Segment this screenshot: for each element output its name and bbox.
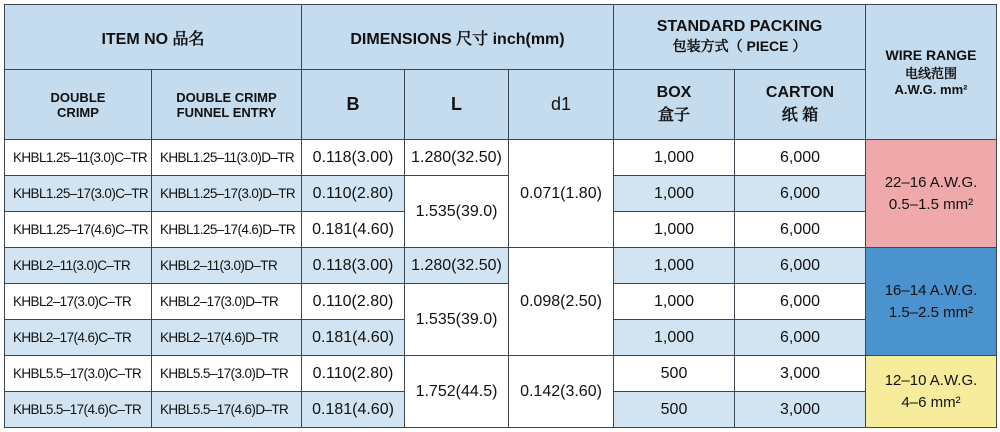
d1-cell: 0.142(3.60): [509, 356, 614, 428]
wire-range-awg: 22–16 A.W.G.: [884, 173, 978, 191]
box-cell: 1,000: [614, 284, 735, 320]
table-row: [5, 284, 997, 320]
wire-range-line3: A.W.G. mm²: [894, 82, 968, 97]
b-cell: 0.181(4.60): [302, 392, 405, 428]
box-cell: 1,000: [614, 140, 735, 176]
item-no-header: ITEM NO 品名: [5, 5, 302, 70]
wire-range-mm2: 0.5–1.5 mm²: [888, 195, 974, 213]
d1-header: d1: [509, 70, 614, 140]
box-line2: 盒子: [657, 107, 690, 124]
table-row: [5, 356, 997, 392]
wire-range-line1: WIRE RANGE: [885, 47, 977, 63]
funnel-entry-cell: KHBL5.5–17(4.6)D–TR: [152, 392, 302, 428]
b-cell: 0.181(4.60): [302, 212, 405, 248]
funnel-entry-cell: KHBL2–17(4.6)D–TR: [152, 320, 302, 356]
carton-cell: 6,000: [735, 320, 866, 356]
double-crimp-line1: DOUBLE: [50, 89, 106, 105]
l-cell: 1.280(32.50): [405, 248, 509, 284]
b-cell: 0.110(2.80): [302, 284, 405, 320]
b-cell: 0.118(3.00): [302, 248, 405, 284]
box-line1: BOX: [656, 84, 692, 101]
double-crimp-cell: KHBL1.25–17(4.6)C–TR: [5, 212, 152, 248]
box-cell: 500: [614, 392, 735, 428]
funnel-entry-cell: KHBL2–17(3.0)D–TR: [152, 284, 302, 320]
funnel-entry-cell: KHBL1.25–17(4.6)D–TR: [152, 212, 302, 248]
funnel-entry-cell: KHBL1.25–17(3.0)D–TR: [152, 176, 302, 212]
wire-range-mm2: 1.5–2.5 mm²: [888, 303, 974, 321]
funnel-entry-cell: KHBL1.25–11(3.0)D–TR: [152, 140, 302, 176]
carton-line1: CARTON: [765, 84, 835, 101]
d1-cell: 0.098(2.50): [509, 248, 614, 356]
carton-cell: 6,000: [735, 212, 866, 248]
carton-header: [735, 70, 866, 140]
double-crimp-cell: KHBL2–17(3.0)C–TR: [5, 284, 152, 320]
l-cell: 1.280(32.50): [405, 140, 509, 176]
double-crimp-cell: KHBL2–17(4.6)C–TR: [5, 320, 152, 356]
wire-range-awg: 16–14 A.W.G.: [884, 281, 978, 299]
double-crimp-cell: KHBL2–11(3.0)C–TR: [5, 248, 152, 284]
box-cell: 1,000: [614, 212, 735, 248]
spec-table: [4, 4, 997, 428]
carton-cell: 6,000: [735, 176, 866, 212]
wire-range-awg: 12–10 A.W.G.: [884, 371, 978, 389]
packing-header-line2: 包装方式（ PIECE ）: [672, 38, 807, 54]
funnel-entry-line2: FUNNEL ENTRY: [176, 104, 277, 120]
l-cell: 1.535(39.0): [405, 284, 509, 356]
packing-header-line1: STANDARD PACKING: [656, 18, 823, 35]
wire-range-cell: [866, 248, 997, 356]
wire-range-cell: [866, 356, 997, 428]
l-cell: 1.752(44.5): [405, 356, 509, 428]
table-row: [5, 140, 997, 176]
funnel-entry-cell: KHBL5.5–17(3.0)D–TR: [152, 356, 302, 392]
wire-range-cell: [866, 140, 997, 248]
box-cell: 1,000: [614, 320, 735, 356]
carton-cell: 3,000: [735, 356, 866, 392]
l-header: L: [405, 70, 509, 140]
dimensions-header: DIMENSIONS 尺寸 inch(mm): [302, 5, 614, 70]
wire-range-header: [866, 5, 997, 140]
carton-line2: 纸 箱: [781, 107, 819, 124]
box-header: [614, 70, 735, 140]
double-crimp-cell: KHBL5.5–17(4.6)C–TR: [5, 392, 152, 428]
b-header: B: [302, 70, 405, 140]
carton-cell: 6,000: [735, 140, 866, 176]
table-row: [5, 176, 997, 212]
carton-cell: 3,000: [735, 392, 866, 428]
wire-range-line2: 电线范围: [904, 66, 957, 81]
box-cell: 1,000: [614, 248, 735, 284]
double-crimp-cell: KHBL1.25–17(3.0)C–TR: [5, 176, 152, 212]
double-crimp-line2: CRIMP: [57, 104, 99, 120]
funnel-entry-header: [152, 70, 302, 140]
double-crimp-cell: KHBL5.5–17(3.0)C–TR: [5, 356, 152, 392]
funnel-entry-line1: DOUBLE CRIMP: [176, 89, 277, 105]
b-cell: 0.181(4.60): [302, 320, 405, 356]
table-row: [5, 248, 997, 284]
box-cell: 500: [614, 356, 735, 392]
b-cell: 0.110(2.80): [302, 356, 405, 392]
b-cell: 0.118(3.00): [302, 140, 405, 176]
carton-cell: 6,000: [735, 284, 866, 320]
double-crimp-cell: KHBL1.25–11(3.0)C–TR: [5, 140, 152, 176]
l-cell: 1.535(39.0): [405, 176, 509, 248]
carton-cell: 6,000: [735, 248, 866, 284]
packing-header: [614, 5, 866, 70]
wire-range-mm2: 4–6 mm²: [901, 393, 961, 411]
funnel-entry-cell: KHBL2–11(3.0)D–TR: [152, 248, 302, 284]
d1-cell: 0.071(1.80): [509, 140, 614, 248]
box-cell: 1,000: [614, 176, 735, 212]
double-crimp-header: [5, 70, 152, 140]
b-cell: 0.110(2.80): [302, 176, 405, 212]
